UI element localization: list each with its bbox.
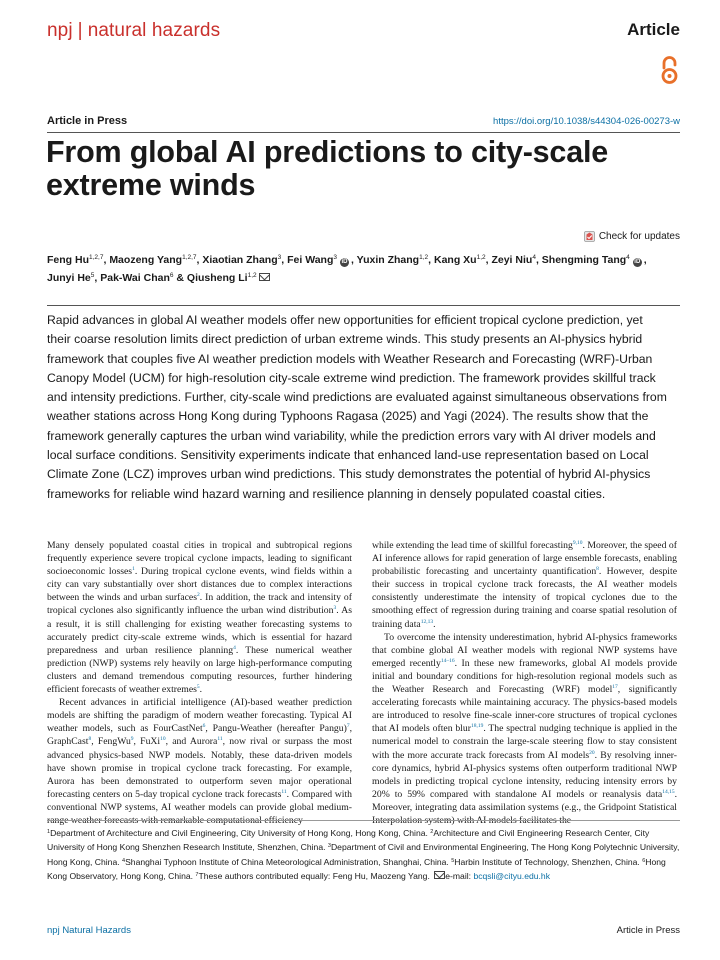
citation-ref: 18,19 [470, 723, 484, 730]
author-name: Zeyi Niu [491, 254, 533, 266]
author-affiliation-ref: 4 [532, 254, 536, 261]
body-column-left [47, 539, 352, 827]
journal-separator: | [77, 20, 83, 41]
affiliation-text: Hong Kong Observatory, Hong Kong, China. [47, 856, 666, 881]
body-paragraph [47, 696, 352, 827]
check-for-updates-icon [584, 231, 595, 242]
affiliations-divider [47, 820, 680, 821]
body-text: . Compared with conventional NWP systems, AI weather models can provide global medium- [47, 788, 352, 813]
author-affiliation-ref: 6 [169, 272, 174, 279]
author-name: Kang Xu [433, 254, 477, 266]
article-title: From global AI predictions to city-scale extreme winds [46, 135, 608, 202]
body-text: , Pangu-Weather (hereafter Pangu) [205, 723, 347, 735]
author-name: Xiaotian Zhang [202, 254, 278, 266]
abstract: Rapid advances in global AI weather models offer new opportunities for efficient tropical cyclone prediction, yet their coarse resolution limits direct prediction of urban extreme winds. This study presents an AI-physics hybrid framework that couples five AI weather prediction models with Weather Research and Forecasting (WRF)-Urban Canopy Model (UCM) for high-resolution city-scale extreme wind prediction. The framework provides skillful track and intensity predictions. Further, city-scale wind predictions are evaluated against simultaneous observations from weather stations across Hong Kong during Typhoons Ragasa (2025) and Yagi (2024). The results show that the framework generally captures the urban wind variability, while the prediction errors vary with AI driver models and local surface conditions. Sensitivity experiments indicate that enhanced land-use representation based on Local Climate Zone (LCZ) improves urban wind predictions. This study demonstrates the potential of hybrid AI-physics frameworks for reliable wind hazard warning and resilience planning in densely populated coastal cities. [47, 313, 667, 501]
body-text: , FengWu [91, 736, 131, 748]
affiliation-number: 2 [430, 829, 434, 835]
affiliation-number: 4 [122, 857, 126, 864]
body-text: . Moreover, the speed of AI inference allows for rapid generation of large ensemble forecasts, enabling probabilistic forecasting and uncertainty quantification [372, 540, 677, 578]
body-text: while extending the lead time of skillful forecasting [372, 540, 573, 551]
author-separator: , [485, 254, 492, 266]
body-text: , GraphCast [47, 723, 352, 748]
citation-ref: 6 [202, 723, 206, 730]
author-affiliation-ref: 3 [277, 254, 282, 261]
author-name: Fei Wang [287, 254, 334, 266]
citation-ref: 4 [233, 644, 236, 651]
affiliation-number: 7 [195, 871, 199, 878]
abstract-divider [47, 305, 680, 306]
journal-title: natural hazards [87, 20, 221, 41]
body-text: . [199, 684, 203, 696]
citation-ref: 14–16 [440, 657, 455, 664]
author-affiliation-ref: 1,2,7 [182, 254, 197, 261]
author-separator: , [196, 254, 203, 266]
body-text: . [433, 618, 436, 630]
body-text: , and Aurora [165, 736, 218, 748]
author-affiliation-ref: 5 [90, 272, 95, 279]
author-separator: , [94, 272, 101, 284]
citation-ref: 1 [132, 566, 135, 573]
author-name: Pak-Wai Chan [100, 272, 170, 284]
mail-icon [259, 273, 270, 281]
author-separator: , [428, 254, 434, 266]
author-separator: , [351, 254, 357, 266]
citation-ref: 7 [346, 723, 350, 730]
citation-ref: 17 [612, 684, 618, 691]
citation-ref: 5 [196, 684, 200, 691]
affiliation-number: 3 [327, 843, 331, 850]
article-type: Article [627, 20, 680, 39]
body-text: . During tropical cyclone events, wind fields within a city can vary substantially over short distances due to complex interactions between the winds and urban surfaces [47, 566, 352, 604]
body-text: To overcome the intensity underestimation, hybrid AI-physics frameworks that combine global AI weather models with regional NWP systems have emerged recently [372, 631, 677, 669]
body-text: . As a result, it is still challenging for existing weather forecasting systems to accurately predict city-scale extreme winds, which is essential for hazard preparedness and urban resilience planning [47, 605, 352, 656]
citation-ref: 9,10 [572, 540, 583, 546]
body-paragraph [47, 539, 352, 696]
body-text: . These numerical weather prediction (NWP) systems rely heavily on large high-performance computing clusters and demand tremendous computing resources, further hindering efficient forecasts of weather extremes [47, 644, 352, 696]
footer-journal: npj Natural Hazards [47, 925, 131, 936]
citation-ref: 3 [333, 605, 337, 612]
header-divider [47, 132, 680, 133]
citation-ref: 11 [281, 788, 287, 795]
body-text: . In addition, the track and intensity of tropical cyclones also significantly influence the urban wind distribution [47, 592, 352, 617]
author-separator: , [643, 254, 647, 266]
body-text: Many densely populated coastal cities in tropical and subtropical regions frequently experience severe tropical cyclone impacts, leading to significant socioeconomic losses [47, 540, 352, 578]
citation-ref: 11 [217, 736, 223, 743]
body-paragraph [372, 539, 677, 631]
author-name: Maozeng Yang [109, 254, 183, 266]
affiliation-number: 6 [642, 857, 646, 864]
corresponding-email[interactable]: bcqsli@cityu.edu.hk [473, 870, 550, 881]
body-text: . By resolving inner-core dynamics, hybrid AI-physics systems often outperform traditional NWP models in predicting tropical cyclone intensity, reducing intensity errors by 20% to 59% compared with standalone AI models or reanalysis data [372, 749, 678, 800]
author-separator: & [173, 272, 187, 284]
citation-ref: 12,13 [420, 618, 434, 625]
author-affiliation-ref: 1,2 [476, 254, 486, 261]
affiliation-text: Department of Civil and Environmental Engineering, The Hong Kong Polytechnic University, Hong Kong, China. [47, 842, 680, 867]
citation-ref: 8 [596, 566, 599, 573]
open-access-icon [660, 56, 679, 86]
check-for-updates-button[interactable] [584, 231, 680, 242]
citation-ref: 14,15 [662, 788, 675, 795]
author-name: Junyi He [47, 272, 91, 284]
author-name: Yuxin Zhang [356, 254, 420, 266]
citation-ref: 10 [160, 736, 166, 743]
body-text: . However, despite their success in tropical cyclone track forecasts, the AI weather models consistently underestimate the intensity of tropical cyclones due to the smoothing effect of regression during training and coarse spatial resolution of training data [372, 566, 677, 630]
citation-ref: 2 [197, 592, 200, 599]
citation-ref: 20 [589, 749, 595, 756]
author-name: Feng Hu [47, 254, 89, 266]
author-name: Qiusheng Li [186, 272, 248, 284]
author-affiliation-ref: 1,2,7 [89, 254, 104, 261]
body-text: , now rival or surpass the most advanced physics-based NWP models. Notably, these data-driven models have shown promise in tropical cyclone track forecasting. For example, Aurora has been demonstrated to outperform seven major operational forecasting centers on 5-day tropical cyclone track forecasts [47, 736, 353, 800]
affiliation-number: 1 [47, 829, 51, 835]
body-paragraph [372, 631, 677, 827]
journal-name [47, 20, 220, 42]
author-separator: , [103, 254, 110, 266]
affiliations [47, 826, 682, 883]
body-text: Recent advances in artificial intelligence (AI)-based weather prediction models are shifting the paradigm of modern weather forecasting. Typical AI weather models, such as FourCastNet [47, 697, 352, 735]
body-column-right [372, 539, 677, 827]
affiliation-text: Harbin Institute of Technology, Shenzhen, China. [454, 856, 643, 867]
email-label: e-mail: [445, 870, 474, 881]
affiliation-number: 5 [451, 857, 455, 864]
author-list [47, 251, 647, 287]
orcid-icon: iD [341, 259, 348, 265]
body-text: , significantly accelerating forecasts while maintaining accuracy. The physics-based models are introduced to resolve fine-scale inner-core structures of tropical cyclones that AI models often blur [372, 684, 678, 735]
author-separator: , [281, 254, 288, 266]
body-text: , FuXi [133, 736, 161, 748]
author-name: Shengming Tang [541, 254, 627, 266]
body-text: . In these new frameworks, global AI models provide initial and boundary conditions for high-resolution regional models such as the Weather Research and Forecasting (WRF) model [372, 657, 678, 696]
body-text: . Moreover, integrating data assimilation systems (e.g., the Gridpoint Statistical [372, 788, 677, 813]
author-affiliation-ref: 1,2 [247, 272, 257, 279]
affiliation-text: Shanghai Typhoon Institute of China Meteorological Administration, Shanghai, China. [125, 856, 452, 867]
author-affiliation-ref: 4 [626, 254, 630, 261]
affiliation-text: These authors contributed equally: Feng Hu, Maozeng Yang. [198, 870, 433, 881]
body-text: . The spectral nudging technique is applied in the numerical model to constrain the large-scale steering flow to stay consistent with the more accurate track forecasts from AI models [372, 723, 677, 761]
affiliation-text: Architecture and Civil Engineering Research Center, City University of Hong Kong Shenzhen Research Institute, Shenzhen, China. [47, 828, 650, 853]
mail-icon [434, 871, 445, 879]
citation-ref: 9 [130, 736, 134, 743]
article-status: Article in Press [47, 115, 128, 127]
citation-ref: 8 [88, 736, 92, 743]
author-separator: , [535, 254, 542, 266]
author-affiliation-ref: 1,2 [419, 254, 429, 261]
journal-npj: npj [47, 20, 73, 41]
author-affiliation-ref: 3 [333, 254, 338, 261]
orcid-icon: iD [634, 259, 641, 265]
doi-link[interactable]: https://doi.org/10.1038/s44304-026-00273-w [493, 116, 680, 127]
check-for-updates-label: Check for updates [598, 231, 680, 242]
affiliation-text: Department of Architecture and Civil Engineering, City University of Hong Kong, Hong Kong, China. [50, 828, 431, 838]
footer-status: Article in Press [616, 925, 680, 936]
